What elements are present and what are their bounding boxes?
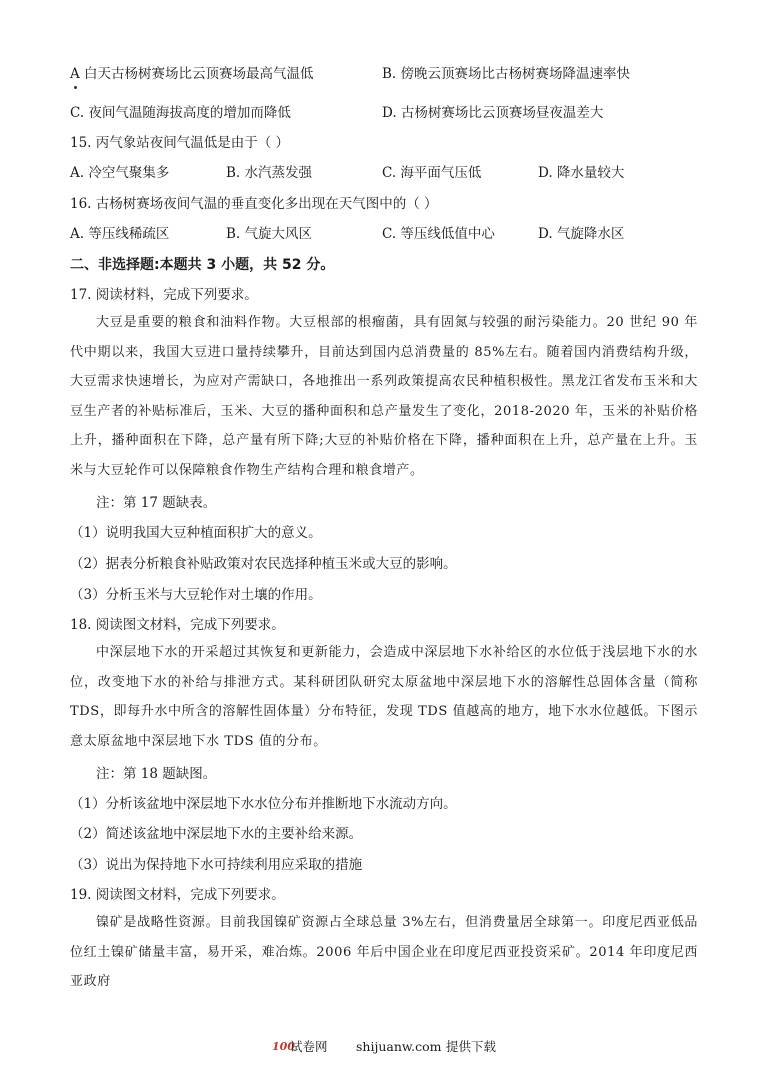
- q19-material: 镍矿是战略性资源。目前我国镍矿资源占全球总量 3%左右，但消费量居全球第一。印度尼西亚低品位红土镍矿储量丰富，易开采，难冶炼。2006 年后中国企业在印度尼西亚投资采矿。2014 年印度尼西亚政府: [70, 915, 698, 989]
- q19-stem: 19. 阅读图文材料，完成下列要求。: [70, 887, 285, 903]
- q17-subquestion-2: （2）据表分析粮食补贴政策对农民选择种植玉米或大豆的影响。: [70, 556, 457, 572]
- q18-material: 中深层地下水的开采超过其恢复和更新能力，会造成中深层地下水补给区的水位低于浅层地下水的水位，改变地下水的补给与排泄方式。某科研团队研究太原盆地中深层地下水的溶解性总固体含量（简称 TDS，即每升水中所含的溶解性固体量）分布特征，发现 TDS 值越高的地方，地下水水位越低。下图示意太原盆地中深层地下水 TDS 值的分布。: [70, 645, 698, 749]
- q18-subquestion-3: （3）说出为保持地下水可持续利用应采取的措施: [70, 857, 363, 873]
- q16-option-c: C. 等压线低值中心: [382, 226, 495, 242]
- q14-option-b: B. 傍晚云顶赛场比古杨树赛场降温速率快: [382, 66, 631, 82]
- q17-subquestion-3: （3）分析玉米与大豆轮作对土壤的作用。: [70, 587, 322, 603]
- q15-option-a: A. 冷空气聚集多: [70, 165, 170, 181]
- q18-stem: 18. 阅读图文材料，完成下列要求。: [70, 617, 285, 633]
- q15-option-d: D. 降水量较大: [538, 165, 625, 181]
- q14-option-c: C. 夜间气温随海拔高度的增加而降低: [70, 105, 291, 121]
- q18-subquestion-1: （1）分析该盆地中深层地下水水位分布并推断地下水流动方向。: [70, 796, 457, 812]
- q17-stem: 17. 阅读材料，完成下列要求。: [70, 287, 258, 303]
- q14-option-d: D. 古杨树赛场比云顶赛场昼夜温差大: [382, 105, 604, 121]
- q15-stem: 15. 丙气象站夜间气温低是由于（ ）: [70, 135, 290, 151]
- q16-stem: 16. 古杨树赛场夜间气温的垂直变化多出现在天气图中的（ ）: [70, 196, 438, 212]
- site-logo-text: 试卷网: [290, 1039, 328, 1054]
- q15-option-c: C. 海平面气压低: [382, 165, 482, 181]
- q15-option-b: B. 水汽蒸发强: [226, 165, 313, 181]
- q18-note: 注：第 18 题缺图。: [96, 766, 217, 782]
- q16-option-a: A. 等压线稀疏区: [70, 226, 170, 242]
- q14-option-a: A 白天古杨树赛场比云顶赛场最高气温低: [70, 66, 314, 82]
- q18-subquestion-2: （2）简述该盆地中深层地下水的主要补给来源。: [70, 826, 363, 842]
- bullet-dot: [74, 86, 77, 89]
- site-logo: 100: [272, 1040, 295, 1053]
- q16-option-b: B. 气旋大风区: [226, 226, 313, 242]
- section-heading: 二、非选择题:本题共 3 小题，共 52 分。: [70, 257, 335, 273]
- q17-subquestion-1: （1）说明我国大豆种植面积扩大的意义。: [70, 525, 322, 541]
- q17-note: 注：第 17 题缺表。: [96, 495, 217, 511]
- site-url[interactable]: shijuanw.com: [356, 1039, 442, 1054]
- download-note: 提供下载: [446, 1039, 497, 1054]
- q17-material: 大豆是重要的粮食和油料作物。大豆根部的根瘤菌，具有固氮与较强的耐污染能力。20 世纪 90 年代中期以来，我国大豆进口量持续攀升，目前达到国内总消费量的 85%左右。随着国内消费结构升级，大豆需求快速增长，为应对产需缺口，各地推出一系列政策提高农民种植积极性。黑龙江省发布玉米和大豆生产者的补贴标准后，玉米、大豆的播种面积和总产量发生了变化，2018-2020 年，玉米的补贴价格上升，播种面积在下降，总产量有所下降;大豆的补贴价格在下降，播种面积在上升，总产量在上升。玉米与大豆轮作可以保障粮食作物生产结构合理和粮食增产。: [70, 315, 698, 478]
- q16-option-d: D. 气旋降水区: [538, 226, 625, 242]
